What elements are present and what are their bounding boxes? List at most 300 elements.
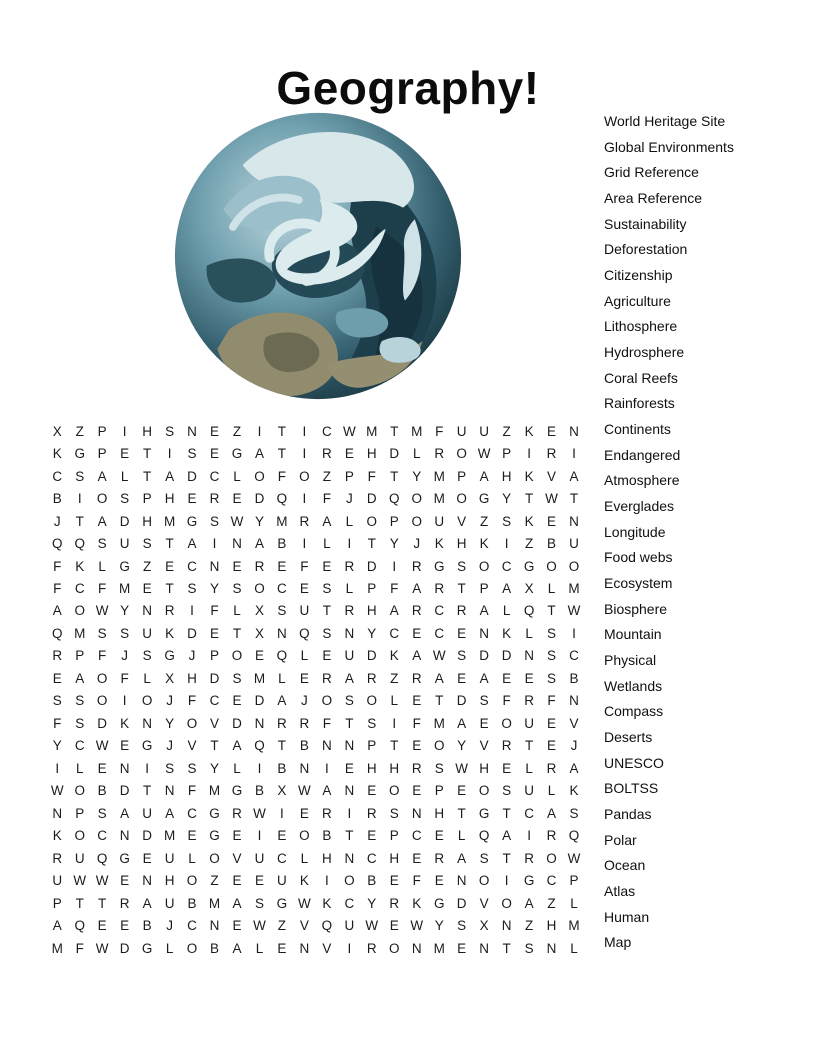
- grid-letter: S: [547, 648, 557, 664]
- grid-letter: C: [277, 850, 287, 866]
- grid-letter: E: [547, 513, 557, 529]
- grid-letter: U: [299, 603, 310, 619]
- grid-letter: A: [457, 850, 467, 866]
- grid-letter: C: [187, 918, 197, 934]
- grid-letter: U: [119, 536, 130, 552]
- grid-letter: E: [412, 783, 422, 799]
- grid-letter: E: [457, 940, 467, 956]
- grid-row: [46, 892, 585, 914]
- grid-letter: W: [342, 423, 356, 439]
- grid-letter: Q: [276, 491, 288, 507]
- grid-letter: N: [569, 693, 579, 709]
- grid-letter: R: [434, 850, 445, 866]
- grid-letter: K: [165, 625, 175, 641]
- grid-letter: Z: [390, 670, 399, 686]
- grid-letter: L: [120, 468, 129, 484]
- grid-letter: J: [345, 491, 353, 507]
- grid-letter: X: [479, 918, 489, 934]
- grid-letter: E: [232, 873, 242, 889]
- grid-letter: E: [97, 760, 107, 776]
- grid-letter: B: [547, 536, 557, 552]
- grid-letter: M: [208, 783, 221, 799]
- grid-letter: W: [230, 513, 244, 529]
- grid-letter: G: [231, 783, 243, 799]
- grid-letter: O: [411, 491, 422, 507]
- grid-letter: H: [389, 850, 400, 866]
- grid-letter: A: [412, 581, 422, 597]
- grid-letter: C: [434, 603, 445, 619]
- grid-letter: Z: [277, 918, 287, 934]
- grid-letter: V: [479, 895, 489, 911]
- grid-letter: Z: [142, 558, 152, 574]
- word-list-item: Deserts: [604, 728, 653, 745]
- grid-letter: U: [524, 715, 534, 731]
- grid-letter: R: [164, 603, 175, 619]
- grid-letter: L: [570, 895, 578, 911]
- grid-letter: A: [120, 805, 130, 821]
- grid-letter: R: [321, 805, 332, 821]
- grid-letter: A: [457, 715, 467, 731]
- grid-letter: C: [411, 828, 422, 844]
- grid-letter: C: [209, 693, 220, 709]
- grid-letter: Q: [389, 491, 400, 507]
- grid-letter: C: [187, 558, 197, 574]
- grid-letter: K: [120, 715, 130, 731]
- grid-letter: P: [367, 738, 377, 754]
- grid-letter: O: [96, 491, 108, 507]
- grid-letter: I: [347, 536, 352, 552]
- grid-row: [46, 420, 585, 442]
- grid-letter: L: [345, 513, 354, 529]
- grid-letter: P: [97, 446, 107, 462]
- grid-letter: V: [210, 715, 220, 731]
- grid-row: [46, 869, 585, 891]
- grid-letter: E: [412, 693, 422, 709]
- grid-letter: R: [366, 805, 377, 821]
- grid-letter: I: [122, 423, 127, 439]
- grid-letter: P: [569, 873, 579, 889]
- grid-letter: O: [209, 850, 220, 866]
- grid-letter: M: [433, 715, 445, 731]
- grid-letter: O: [546, 558, 557, 574]
- grid-letter: N: [411, 805, 422, 821]
- grid-letter: E: [322, 648, 332, 664]
- grid-letter: Z: [502, 423, 511, 439]
- word-list-item: Human: [604, 908, 650, 925]
- grid-letter: F: [547, 693, 556, 709]
- grid-letter: W: [477, 446, 491, 462]
- grid-letter: P: [344, 468, 354, 484]
- grid-letter: O: [546, 850, 557, 866]
- grid-letter: G: [141, 738, 153, 754]
- grid-letter: W: [298, 895, 311, 911]
- grid-letter: T: [367, 536, 376, 552]
- grid-letter: N: [254, 715, 265, 731]
- grid-letter: S: [142, 648, 152, 664]
- grid-letter: P: [52, 895, 62, 911]
- grid-letter: S: [75, 693, 85, 709]
- grid-letter: O: [366, 513, 378, 529]
- grid-letter: C: [74, 581, 85, 597]
- grid-letter: F: [367, 468, 376, 484]
- grid-letter: F: [322, 715, 331, 731]
- grid-letter: A: [502, 828, 512, 844]
- grid-letter: T: [569, 491, 579, 507]
- grid-letter: L: [412, 446, 421, 462]
- grid-letter: N: [321, 738, 332, 754]
- word-list-item: Physical: [604, 651, 657, 668]
- grid-letter: A: [97, 513, 107, 529]
- grid-letter: J: [188, 648, 196, 664]
- grid-letter: S: [322, 625, 332, 641]
- grid-letter: P: [97, 423, 107, 439]
- grid-letter: E: [232, 491, 242, 507]
- grid-letter: W: [432, 648, 446, 664]
- grid-letter: A: [479, 468, 489, 484]
- grid-letter: S: [569, 805, 579, 821]
- grid-letter: I: [190, 603, 194, 619]
- grid-letter: H: [434, 805, 445, 821]
- grid-letter: S: [547, 670, 557, 686]
- grid-letter: S: [502, 783, 512, 799]
- grid-letter: O: [478, 558, 490, 574]
- grid-letter: B: [367, 873, 377, 889]
- grid-letter: S: [232, 670, 242, 686]
- grid-letter: J: [53, 513, 61, 529]
- grid-letter: N: [344, 850, 355, 866]
- word-list-item: Sustainability: [604, 215, 687, 232]
- grid-letter: P: [367, 581, 377, 597]
- grid-letter: I: [527, 446, 531, 462]
- word-list-item: Mountain: [604, 626, 662, 643]
- grid-letter: A: [165, 805, 175, 821]
- grid-letter: P: [434, 783, 444, 799]
- word-list-item: Compass: [604, 703, 664, 720]
- grid-letter: H: [321, 850, 332, 866]
- grid-letter: T: [142, 783, 152, 799]
- grid-letter: H: [456, 536, 467, 552]
- grid-letter: O: [321, 693, 333, 709]
- grid-letter: Y: [412, 468, 422, 484]
- grid-letter: S: [434, 760, 444, 776]
- grid-letter: K: [434, 536, 444, 552]
- grid-letter: U: [456, 423, 467, 439]
- grid-letter: W: [545, 491, 558, 507]
- grid-letter: P: [389, 828, 399, 844]
- grid-letter: T: [210, 738, 219, 754]
- grid-letter: B: [97, 783, 107, 799]
- grid-letter: E: [210, 423, 220, 439]
- grid-letter: I: [504, 873, 509, 889]
- grid-letter: N: [52, 805, 63, 821]
- grid-letter: W: [73, 873, 87, 889]
- grid-row: [46, 712, 585, 734]
- grid-letter: S: [120, 625, 130, 641]
- grid-letter: I: [347, 940, 352, 956]
- grid-letter: Z: [75, 423, 84, 439]
- grid-letter: N: [546, 940, 557, 956]
- grid-letter: G: [478, 491, 490, 507]
- grid-letter: R: [434, 446, 445, 462]
- grid-letter: Y: [165, 715, 175, 731]
- grid-letter: E: [232, 828, 242, 844]
- grid-letter: I: [257, 760, 262, 776]
- grid-letter: B: [277, 536, 287, 552]
- grid-letter: J: [413, 536, 421, 552]
- grid-letter: I: [504, 536, 509, 552]
- grid-letter: V: [232, 850, 242, 866]
- grid-letter: T: [345, 715, 354, 731]
- grid-letter: F: [187, 783, 197, 799]
- grid-letter: L: [547, 783, 556, 799]
- word-list-item: Hydrosphere: [604, 343, 685, 360]
- grid-letter: D: [366, 558, 377, 574]
- grid-letter: D: [232, 715, 242, 731]
- grid-letter: E: [412, 625, 422, 641]
- grid-letter: F: [53, 581, 62, 597]
- word-list-item: Wetlands: [604, 677, 663, 694]
- grid-letter: H: [142, 423, 152, 439]
- grid-letter: L: [233, 760, 241, 776]
- grid-letter: E: [389, 873, 399, 889]
- grid-letter: D: [254, 693, 265, 709]
- grid-letter: I: [257, 423, 262, 439]
- grid-letter: T: [98, 895, 107, 911]
- grid-letter: L: [75, 760, 84, 776]
- grid-letter: S: [277, 603, 287, 619]
- grid-letter: F: [75, 940, 84, 956]
- grid-letter: T: [457, 581, 466, 597]
- grid-letter: R: [277, 715, 287, 731]
- grid-letter: A: [165, 468, 175, 484]
- grid-row: [46, 465, 585, 487]
- grid-letter: N: [344, 625, 355, 641]
- grid-letter: U: [569, 536, 579, 552]
- grid-letter: D: [366, 648, 377, 664]
- grid-letter: R: [456, 603, 467, 619]
- word-list-item: Polar: [604, 831, 637, 848]
- grid-letter: R: [299, 715, 310, 731]
- grid-letter: W: [253, 918, 266, 934]
- grid-letter: H: [164, 491, 175, 507]
- grid-row: [46, 914, 585, 936]
- grid-row: [46, 622, 585, 644]
- grid-letter: N: [479, 625, 490, 641]
- grid-letter: O: [411, 513, 422, 529]
- word-list-item: Pandas: [604, 805, 652, 822]
- grid-letter: G: [433, 895, 445, 911]
- grid-letter: E: [299, 670, 309, 686]
- grid-letter: G: [74, 446, 85, 462]
- wordsearch-grid: [46, 420, 585, 959]
- grid-letter: D: [456, 693, 467, 709]
- grid-letter: O: [254, 581, 265, 597]
- grid-letter: G: [164, 648, 175, 664]
- grid-letter: O: [74, 783, 85, 799]
- grid-letter: N: [187, 423, 197, 439]
- grid-letter: B: [322, 828, 332, 844]
- grid-letter: F: [98, 581, 107, 597]
- grid-letter: C: [74, 738, 85, 754]
- grid-letter: O: [74, 603, 85, 619]
- grid-letter: F: [98, 648, 107, 664]
- grid-letter: M: [411, 423, 423, 439]
- grid-letter: N: [569, 423, 579, 439]
- grid-letter: V: [547, 468, 557, 484]
- grid-row: [46, 757, 585, 779]
- word-list-item: Ecosystem: [604, 574, 673, 591]
- grid-letter: L: [188, 850, 196, 866]
- grid-letter: W: [410, 918, 424, 934]
- grid-letter: K: [569, 783, 579, 799]
- grid-letter: X: [254, 625, 264, 641]
- grid-row: [46, 645, 585, 667]
- grid-letter: P: [389, 513, 399, 529]
- grid-letter: P: [75, 805, 85, 821]
- grid-letter: S: [187, 446, 197, 462]
- grid-letter: Q: [51, 625, 63, 641]
- grid-letter: N: [119, 828, 130, 844]
- grid-letter: N: [411, 940, 422, 956]
- grid-letter: E: [547, 423, 557, 439]
- grid-letter: T: [75, 895, 84, 911]
- grid-letter: U: [524, 783, 534, 799]
- grid-letter: Z: [524, 918, 534, 934]
- grid-letter: I: [77, 491, 82, 507]
- grid-letter: O: [299, 468, 310, 484]
- grid-letter: Y: [457, 738, 467, 754]
- grid-letter: F: [53, 715, 62, 731]
- grid-letter: T: [232, 625, 242, 641]
- grid-letter: T: [390, 738, 399, 754]
- grid-letter: Z: [524, 536, 534, 552]
- grid-letter: C: [277, 581, 287, 597]
- word-list-item: Atmosphere: [604, 472, 680, 489]
- grid-letter: K: [502, 625, 512, 641]
- grid-letter: R: [411, 603, 422, 619]
- grid-letter: L: [255, 940, 264, 956]
- grid-letter: I: [302, 491, 307, 507]
- grid-letter: W: [253, 805, 266, 821]
- grid-letter: Z: [322, 468, 331, 484]
- grid-letter: L: [457, 828, 466, 844]
- grid-letter: P: [457, 468, 467, 484]
- grid-letter: O: [433, 738, 445, 754]
- grid-letter: E: [412, 738, 422, 754]
- grid-letter: A: [52, 603, 62, 619]
- grid-letter: R: [232, 805, 242, 821]
- grid-letter: W: [567, 850, 581, 866]
- grid-letter: Q: [321, 918, 333, 934]
- grid-letter: S: [254, 895, 264, 911]
- grid-row: [46, 510, 585, 532]
- grid-letter: O: [501, 715, 512, 731]
- grid-letter: L: [547, 581, 556, 597]
- grid-letter: M: [276, 513, 288, 529]
- grid-letter: V: [187, 738, 197, 754]
- grid-letter: E: [120, 446, 130, 462]
- grid-letter: O: [389, 783, 400, 799]
- grid-letter: Z: [210, 873, 219, 889]
- grid-letter: D: [187, 468, 197, 484]
- grid-letter: E: [232, 693, 242, 709]
- grid-letter: E: [344, 446, 354, 462]
- grid-letter: K: [524, 423, 534, 439]
- grid-letter: M: [253, 670, 266, 686]
- grid-letter: O: [231, 648, 243, 664]
- grid-letter: A: [52, 918, 62, 934]
- grid-letter: M: [366, 423, 378, 439]
- word-list-item: Deforestation: [604, 241, 688, 258]
- grid-letter: C: [434, 625, 445, 641]
- grid-letter: T: [435, 693, 444, 709]
- grid-letter: U: [164, 895, 175, 911]
- grid-letter: P: [479, 581, 489, 597]
- word-list-item: Rainforests: [604, 395, 675, 412]
- grid-letter: O: [344, 873, 355, 889]
- grid-letter: S: [52, 693, 62, 709]
- grid-letter: L: [570, 940, 578, 956]
- grid-letter: E: [142, 581, 152, 597]
- grid-letter: O: [389, 940, 400, 956]
- grid-letter: L: [300, 648, 309, 664]
- grid-letter: U: [164, 850, 175, 866]
- grid-letter: Y: [502, 491, 512, 507]
- grid-letter: E: [142, 850, 152, 866]
- grid-letter: E: [457, 625, 467, 641]
- grid-letter: F: [322, 491, 331, 507]
- grid-letter: I: [302, 423, 307, 439]
- grid-letter: S: [524, 940, 534, 956]
- grid-letter: E: [97, 918, 107, 934]
- grid-letter: G: [523, 558, 535, 574]
- grid-letter: X: [524, 581, 534, 597]
- grid-letter: J: [570, 738, 578, 754]
- word-list-item: Grid Reference: [604, 164, 699, 181]
- grid-letter: E: [547, 715, 557, 731]
- grid-letter: R: [119, 895, 130, 911]
- grid-letter: K: [52, 828, 62, 844]
- grid-letter: A: [569, 760, 579, 776]
- grid-letter: G: [141, 940, 153, 956]
- grid-letter: D: [366, 491, 377, 507]
- grid-letter: U: [142, 805, 152, 821]
- grid-letter: T: [277, 446, 287, 462]
- grid-letter: E: [434, 873, 444, 889]
- word-list-item: Citizenship: [604, 266, 673, 283]
- grid-letter: U: [344, 648, 355, 664]
- grid-letter: M: [119, 581, 131, 597]
- grid-letter: E: [547, 738, 557, 754]
- grid-letter: S: [187, 581, 197, 597]
- grid-letter: R: [321, 446, 332, 462]
- grid-letter: E: [434, 828, 444, 844]
- grid-letter: E: [210, 446, 220, 462]
- grid-letter: I: [257, 828, 262, 844]
- grid-letter: O: [568, 558, 580, 574]
- grid-letter: E: [389, 918, 399, 934]
- grid-letter: J: [166, 918, 173, 934]
- grid-letter: E: [299, 581, 309, 597]
- grid-letter: P: [210, 648, 220, 664]
- grid-letter: E: [254, 648, 264, 664]
- grid-letter: I: [302, 536, 307, 552]
- grid-letter: N: [479, 940, 490, 956]
- grid-letter: T: [142, 468, 152, 484]
- grid-letter: S: [165, 423, 175, 439]
- grid-letter: S: [210, 513, 220, 529]
- grid-letter: D: [119, 783, 130, 799]
